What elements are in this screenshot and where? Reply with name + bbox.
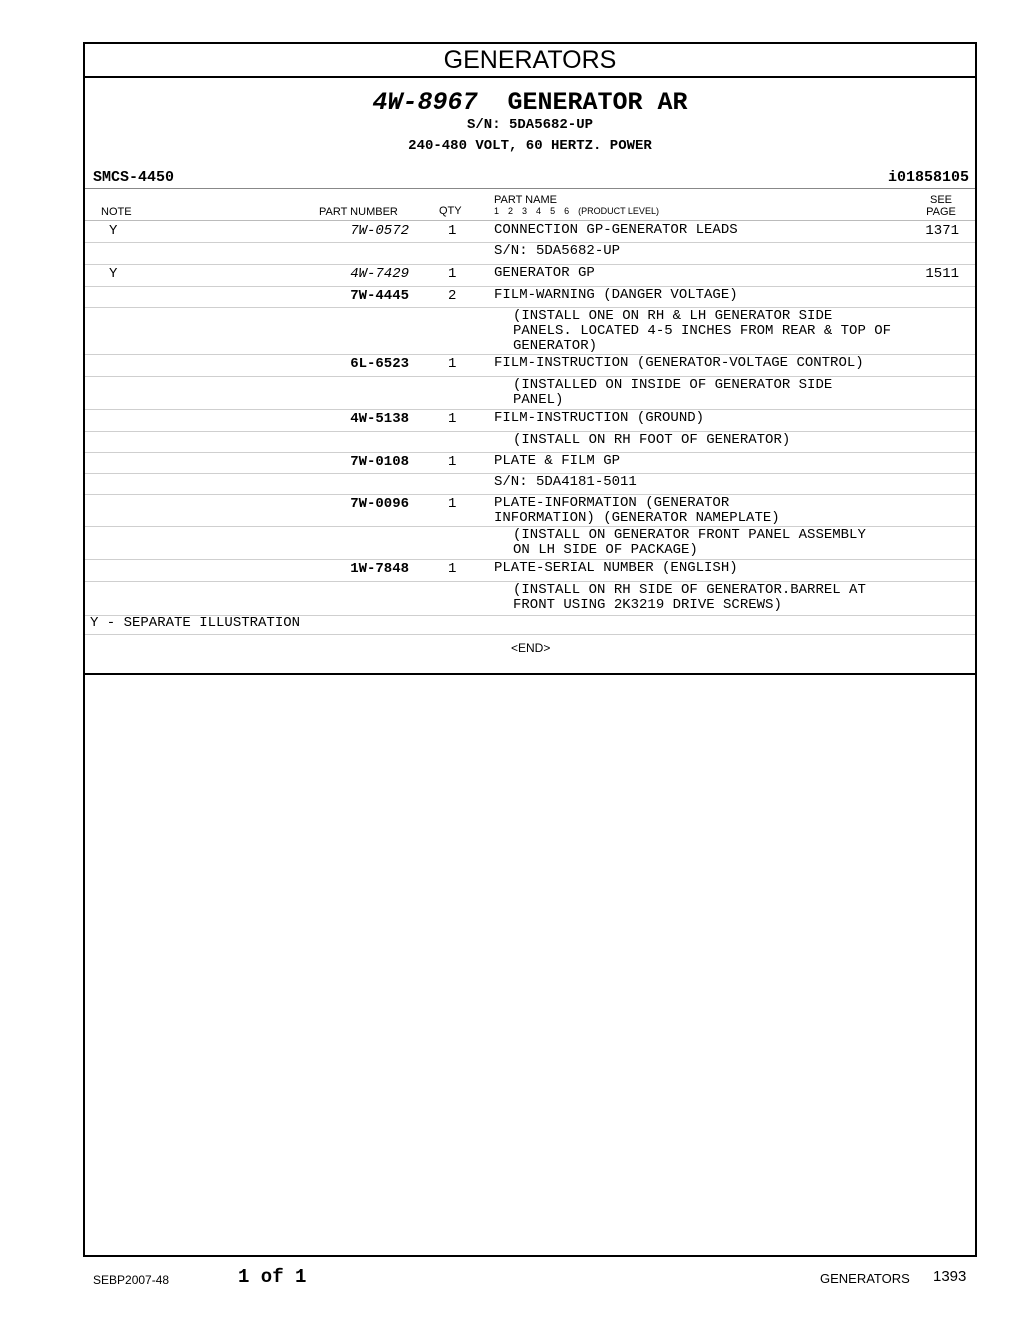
row-part-name: (INSTALL ONE ON RH & LH GENERATOR SIDE PANELS. LOCATED 4-5 INCHES FROM REAR & TOP OF GENERATOR) (513, 308, 892, 354)
group-part-name: GENERATOR AR (507, 88, 688, 117)
row-part-name: FILM-WARNING (DANGER VOLTAGE) (494, 287, 738, 303)
row-qty: 1 (448, 356, 457, 372)
row-part-number: 4W-5138 (350, 411, 409, 427)
row-part-name: PLATE & FILM GP (494, 453, 621, 469)
row-part-number: 7W-0108 (350, 454, 409, 470)
level-5: 5 (550, 206, 556, 216)
legend-note: Y - SEPARATE ILLUSTRATION (90, 615, 301, 631)
footer-document-number: SEBP2007-48 (93, 1273, 170, 1287)
row-part-name: (INSTALL ON RH SIDE OF GENERATOR.BARREL AT FRONT USING 2K3219 DRIVE SCREWS) (513, 582, 866, 613)
row-part-name: CONNECTION GP-GENERATOR LEADS (494, 222, 738, 238)
page-title (85, 88, 975, 117)
row-part-name: (INSTALL ON GENERATOR FRONT PANEL ASSEMBLY ON LH SIDE OF PACKAGE) (513, 527, 866, 558)
row-part-number: 7W-0096 (350, 496, 409, 512)
row-qty: 1 (448, 411, 457, 427)
row-part-number: 1W-7848 (350, 561, 409, 577)
row-part-number: 7W-4445 (350, 288, 409, 304)
divider (85, 673, 975, 675)
table-row (85, 526, 975, 560)
table-row (85, 452, 975, 474)
row-part-name: (INSTALLED ON INSIDE OF GENERATOR SIDE PANEL) (513, 377, 833, 408)
column-header-product-level (494, 206, 659, 216)
product-level-label: (PRODUCT LEVEL) (578, 206, 659, 216)
smcs-code: SMCS-4450 (93, 169, 175, 186)
row-qty: 1 (448, 561, 457, 577)
column-header-see-page: SEE PAGE (926, 194, 956, 218)
level-6: 6 (564, 206, 570, 216)
table-row (85, 431, 975, 453)
footer-page-number: 1393 (933, 1268, 967, 1285)
table-row (85, 473, 975, 495)
row-qty: 2 (448, 288, 457, 304)
table-row (85, 264, 975, 287)
row-qty: 1 (448, 223, 457, 239)
row-part-name: S/N: 5DA5682-UP (494, 243, 621, 259)
table-row (85, 581, 975, 616)
row-part-name: FILM-INSTRUCTION (GROUND) (494, 410, 705, 426)
row-qty: 1 (448, 496, 457, 512)
table-row (85, 559, 975, 582)
column-header-part-number: PART NUMBER (319, 206, 398, 218)
table-row (85, 221, 975, 243)
table-row (85, 494, 975, 527)
row-see-page: 1511 (925, 266, 959, 282)
footer-page-count: 1 of 1 (238, 1266, 307, 1288)
divider (85, 188, 975, 189)
level-2: 2 (508, 206, 514, 216)
row-part-name: S/N: 5DA4181-5011 (494, 474, 637, 490)
serial-range: S/N: 5DA5682-UP (466, 117, 594, 133)
row-part-name: (INSTALL ON RH FOOT OF GENERATOR) (513, 432, 791, 448)
row-part-number: 7W-0572 (350, 223, 409, 239)
row-part-name: GENERATOR GP (494, 265, 595, 281)
row-see-page: 1371 (925, 223, 959, 239)
end-marker: <END> (511, 641, 551, 655)
table-row (85, 354, 975, 377)
table-row (85, 286, 975, 308)
illustration-id: i01858105 (887, 169, 969, 186)
table-row (85, 409, 975, 432)
section-banner: GENERATORS (85, 44, 975, 78)
row-qty: 1 (448, 266, 457, 282)
group-part-number: 4W-8967 (372, 88, 478, 117)
parts-page-frame (83, 42, 977, 1257)
divider (85, 634, 975, 635)
table-row (85, 307, 975, 355)
column-header-part-name: PART NAME (494, 194, 557, 206)
row-part-name: PLATE-INFORMATION (GENERATOR INFORMATION) (GENERATOR NAMEPLATE) (494, 495, 780, 526)
row-part-number: 6L-6523 (350, 356, 409, 372)
footer-section: GENERATORS (820, 1271, 910, 1286)
row-part-name: FILM-INSTRUCTION (GENERATOR-VOLTAGE CONTROL) (494, 355, 864, 371)
level-4: 4 (536, 206, 542, 216)
level-1: 1 (494, 206, 500, 216)
row-note: Y (109, 266, 118, 282)
column-header-qty: QTY (439, 205, 462, 217)
voltage-spec: 240-480 VOLT, 60 HERTZ. POWER (408, 138, 652, 154)
table-row (85, 242, 975, 265)
row-part-name: PLATE-SERIAL NUMBER (ENGLISH) (494, 560, 738, 576)
row-qty: 1 (448, 454, 457, 470)
column-header-note: NOTE (101, 206, 132, 218)
table-row (85, 376, 975, 410)
row-note: Y (109, 223, 118, 239)
level-3: 3 (522, 206, 528, 216)
row-part-number: 4W-7429 (350, 266, 409, 282)
